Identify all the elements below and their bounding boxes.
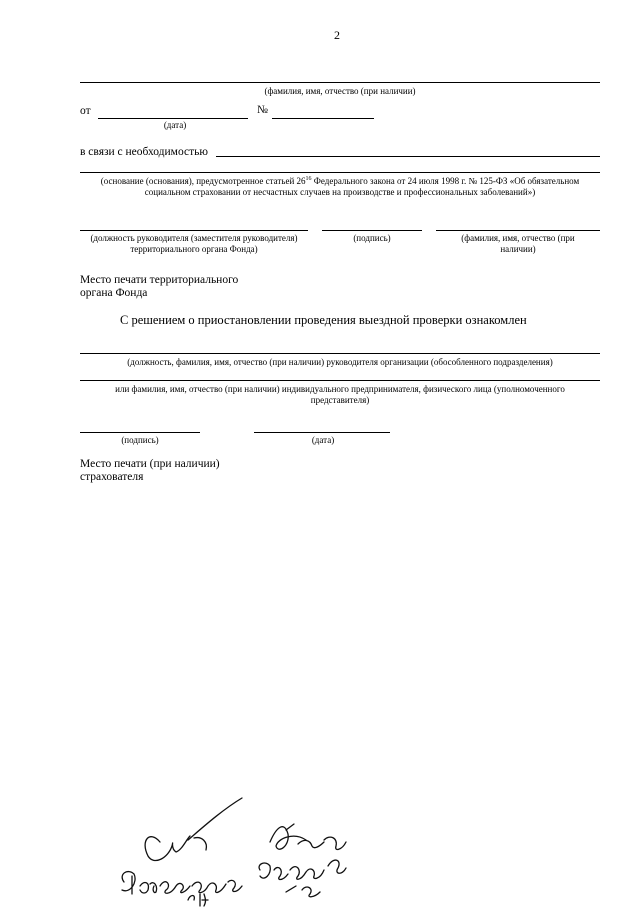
entrepreneur-caption: или фамилия, имя, отчество (при наличии) индивидуального предпринимателя, физического лица (уполномоченного представителя) [115,384,565,405]
date-field-line [98,118,248,119]
acknowledged-text: С решением о приостановлении проведения выездной проверки ознакомлен [120,313,527,327]
ot-label: от [80,105,91,117]
stamp-fund-label: Место печати территориального органа Фонда [80,274,239,299]
handwritten-signatures [110,790,370,910]
number-field-line [272,118,374,119]
signature-2-line [80,432,200,433]
osnovanie-line1-pre: (основание (основания), предусмотренное статьей 26 [100,176,306,186]
entrepreneur-line [80,380,600,381]
osnovanie-line2: социальном страховании от несчастных случаев на производстве и профессиональных заболеваний») [144,187,536,197]
org-head-line [80,353,600,354]
head-position-line [80,230,308,231]
page-number: 2 [334,28,340,42]
head-position-caption: (должность руководителя (заместителя руководителя) территориального органа Фонда) [90,233,298,254]
fio-head-line [436,230,600,231]
date-bottom-caption: (дата) [311,435,335,445]
date-bottom-line [254,432,390,433]
signature-1-line [322,230,422,231]
fio-head-caption: (фамилия, имя, отчество (при наличии) [461,233,575,254]
number-sign: № [257,104,268,116]
date-top-caption: (дата) [163,120,187,130]
stamp-insurer-label: Место печати (при наличии) страхователя [80,458,220,483]
in-connection-label: в связи с необходимостью [80,146,208,158]
fio-top-caption: (фамилия, имя, отчество (при наличии) [264,86,416,96]
osnovanie-line [80,172,600,173]
necessity-line [216,156,600,157]
signature-1-caption: (подпись) [353,233,391,243]
signature-2-caption: (подпись) [121,435,159,445]
osnovanie-superscript: 16 [305,176,312,182]
fio-top-line [80,82,600,83]
org-head-caption: (должность, фамилия, имя, отчество (при наличии) руководителя организации (обособленного подразделения) [127,357,553,367]
osnovanie-line1-post: Федерального закона от 24 июля 1998 г. № 125-ФЗ «Об обязательном [311,176,580,186]
osnovanie-caption [80,174,600,198]
